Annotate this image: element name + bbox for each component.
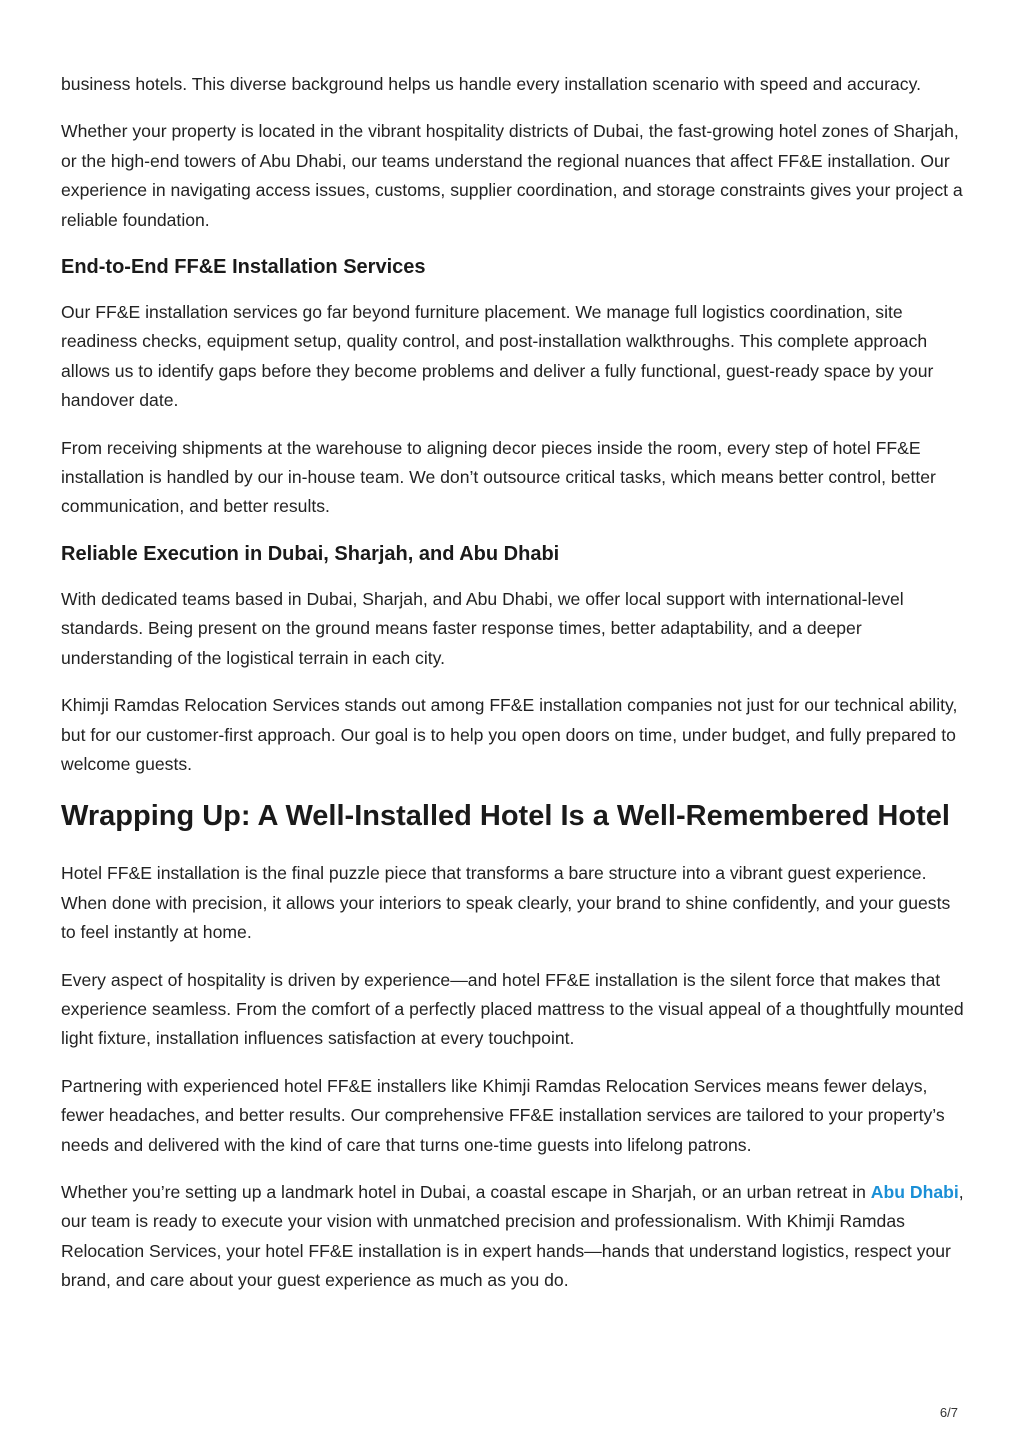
heading-end-to-end-services: End-to-End FF&E Installation Services bbox=[61, 256, 426, 279]
paragraph-closing bbox=[61, 1178, 969, 1296]
closing-text-end: , our team is ready to execute your vision with unmatched precision and professionalism. With Khimji Ramdas Relocation Services, your hotel FF&E installation is in expert hands—hands that understand logistics, respect your brand, and care about your guest experience as much as you do. bbox=[61, 1181, 964, 1291]
paragraph-services-scope: Our FF&E installation services go far beyond furniture placement. We manage full logistics coordination, site readiness checks, equipment setup, quality control, and post-installation walkthroughs. This complete approach allows us to identify gaps before they become problems and deliver a fully functional, guest-ready space by your handover date. bbox=[61, 302, 934, 411]
paragraph-in-house-team: From receiving shipments at the warehouse to aligning decor pieces inside the room, every step of hotel FF&E installation is handled by our in-house team. We don’t outsource critical tasks, which means better control, better communication, and better results. bbox=[61, 437, 936, 517]
paragraph-hospitality-experience: Every aspect of hospitality is driven by experience—and hotel FF&E installation is the silent force that makes that experience seamless. From the comfort of a perfectly placed mattress to the visual appeal of a thoughtfully mounted light fixture, installation influences satisfaction at every touchpoint. bbox=[61, 969, 964, 1049]
heading-wrapping-up: Wrapping Up: A Well-Installed Hotel Is a Well-Remembered Hotel bbox=[61, 800, 950, 833]
document-body bbox=[61, 70, 969, 1314]
paragraph-partnering: Partnering with experienced hotel FF&E installers like Khimji Ramdas Relocation Services means fewer delays, fewer headaches, and better results. Our comprehensive FF&E installation services are tailored to your property’s needs and delivered with the kind of care that turns one-time guests into lifelong patrons. bbox=[61, 1075, 945, 1155]
page-number: 6/7 bbox=[939, 1405, 958, 1420]
paragraph-final-puzzle: Hotel FF&E installation is the final puzzle piece that transforms a bare structure into a vibrant guest experience. When done with precision, it allows your interiors to speak clearly, your brand to shine confidently, and your guests to feel instantly at home. bbox=[61, 863, 951, 943]
heading-reliable-execution: Reliable Execution in Dubai, Sharjah, and Abu Dhabi bbox=[61, 542, 560, 565]
paragraph-local-teams: With dedicated teams based in Dubai, Sharjah, and Abu Dhabi, we offer local support with international-level standards. Being present on the ground means faster response times, better adaptability, and a deeper understanding of the logistical terrain in each city. bbox=[61, 588, 904, 668]
paragraph-regional-expertise: Whether your property is located in the vibrant hospitality districts of Dubai, the fast-growing hotel zones of Sharjah, or the high-end towers of Abu Dhabi, our teams understand the regional nuances that affect FF&E installation. Our experience in navigating access issues, customs, supplier coordination, and storage constraints gives your project a reliable foundation. bbox=[61, 121, 963, 230]
closing-text-start: Whether you’re setting up a landmark hotel in Dubai, a coastal escape in Sharjah, or an urban retreat in bbox=[61, 1181, 871, 1202]
abu-dhabi-link[interactable]: Abu Dhabi bbox=[870, 1181, 959, 1202]
paragraph-customer-first: Khimji Ramdas Relocation Services stands out among FF&E installation companies not just for our technical ability, but for our customer-first approach. Our goal is to help you open doors on time, under budget, and fully prepared to welcome guests. bbox=[61, 695, 958, 774]
paragraph-background: business hotels. This diverse background helps us handle every installation scenario with speed and accuracy. bbox=[61, 74, 921, 94]
